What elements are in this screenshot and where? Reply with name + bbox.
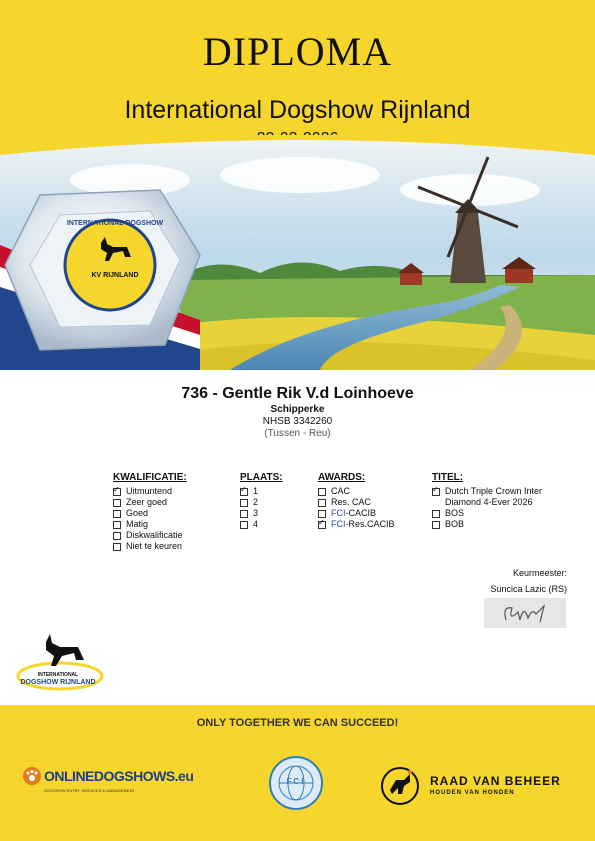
- signature-scribble: [484, 598, 566, 628]
- kwalificatie-item: Matig: [113, 519, 187, 530]
- dog-breed: Schipperke: [270, 404, 325, 415]
- sponsor3-line2: HOUDEN VAN HONDEN: [430, 790, 515, 796]
- kwalificatie-item: Diskwalificatie: [113, 530, 187, 541]
- titel-item: BOS: [432, 508, 542, 519]
- dog-registration: NHSB 3342260: [262, 416, 333, 427]
- plaats-section: [240, 472, 283, 530]
- award-item: ✓ FCI- Res.CACIB: [318, 519, 395, 530]
- checkbox: [113, 488, 121, 496]
- kwalificatie-section: [113, 472, 187, 552]
- sponsor1-name: ONLINEDOGSHOWS.eu: [44, 768, 194, 784]
- paw-icon: [22, 766, 42, 786]
- sponsor-onlinedogshows: [22, 764, 194, 802]
- awards-section: [318, 472, 395, 530]
- checkbox: [432, 521, 440, 529]
- titel-item-continued: Diamond 4-Ever 2026: [445, 497, 533, 507]
- judge-signature: [484, 598, 566, 628]
- checkbox: [318, 499, 326, 507]
- sponsor-raad-van-beheer: [380, 766, 580, 806]
- dog-silhouette-icon: [95, 235, 135, 269]
- award-item: CAC: [318, 486, 395, 497]
- diploma-title: DIPLOMA: [202, 29, 393, 74]
- checkbox: [318, 510, 326, 518]
- kwalificatie-item: Goed: [113, 508, 187, 519]
- checkbox: [113, 543, 121, 551]
- sponsor2-name: FCI: [286, 777, 306, 786]
- titel-section: [432, 472, 542, 530]
- checkbox: [113, 532, 121, 540]
- kwalificatie-heading: KWALIFICATIE:: [113, 472, 187, 483]
- gem-badge-bottom-text: KV RIJNLAND: [91, 272, 139, 279]
- checkbox: [432, 488, 440, 496]
- plaats-heading: PLAATS:: [240, 472, 283, 483]
- sponsor3-line1: RAAD VAN BEHEER: [430, 774, 561, 788]
- titel-item: ✓ Dutch Triple Crown Inter: [432, 486, 542, 497]
- dog-name: 736 - Gentle Rik V.d Loinhoeve: [181, 385, 414, 402]
- checkbox: [240, 521, 248, 529]
- club-logo: [8, 632, 108, 700]
- titel-heading: TITEL:: [432, 472, 464, 483]
- gem-badge: [55, 210, 175, 310]
- event-name: International Dogshow Rijnland: [124, 96, 471, 124]
- jumping-dog-icon: [380, 766, 420, 806]
- plaats-item: 4: [240, 519, 283, 530]
- checkbox: [113, 510, 121, 518]
- checkbox: [318, 521, 326, 529]
- dog-logo-icon: [8, 632, 108, 700]
- plaats-item: 3: [240, 508, 283, 519]
- checkbox: [113, 521, 121, 529]
- kwalificatie-item: Zeer goed: [113, 497, 187, 508]
- checkbox: [432, 510, 440, 518]
- club-logo-bottom-text: DOGSHOW RIJNLAND: [20, 679, 96, 686]
- club-logo-top-text: INTERNATIONAL: [37, 672, 79, 678]
- checkbox: [240, 510, 248, 518]
- checkbox: [240, 499, 248, 507]
- kwalificatie-item: ✓ Uitmuntend: [113, 486, 187, 497]
- award-item: Res. CAC: [318, 497, 395, 508]
- checkbox: [240, 488, 248, 496]
- plaats-item: ✓ 1: [240, 486, 283, 497]
- checkbox: [318, 488, 326, 496]
- award-item: FCI- CACIB: [318, 508, 395, 519]
- judge-label: Keurmeester:: [512, 568, 567, 578]
- sponsor1-sub: DOGSHOW ENTRY SERVICES & MANAGEMENT: [44, 788, 135, 793]
- checkbox: [113, 499, 121, 507]
- judge-name: Suncica Lazic (RS): [490, 584, 567, 594]
- footer-slogan: ONLY TOGETHER WE CAN SUCCEED!: [196, 717, 399, 729]
- titel-item: BOB: [432, 519, 542, 530]
- kwalificatie-item: Niet te keuren: [113, 541, 187, 552]
- sponsor-fci: [268, 755, 324, 811]
- dog-class: (Tussen - Reu): [264, 428, 331, 439]
- gem-badge-top-text: INTERNATIONAL DOGSHOW: [66, 220, 164, 227]
- awards-heading: AWARDS:: [318, 472, 366, 483]
- plaats-item: 2: [240, 497, 283, 508]
